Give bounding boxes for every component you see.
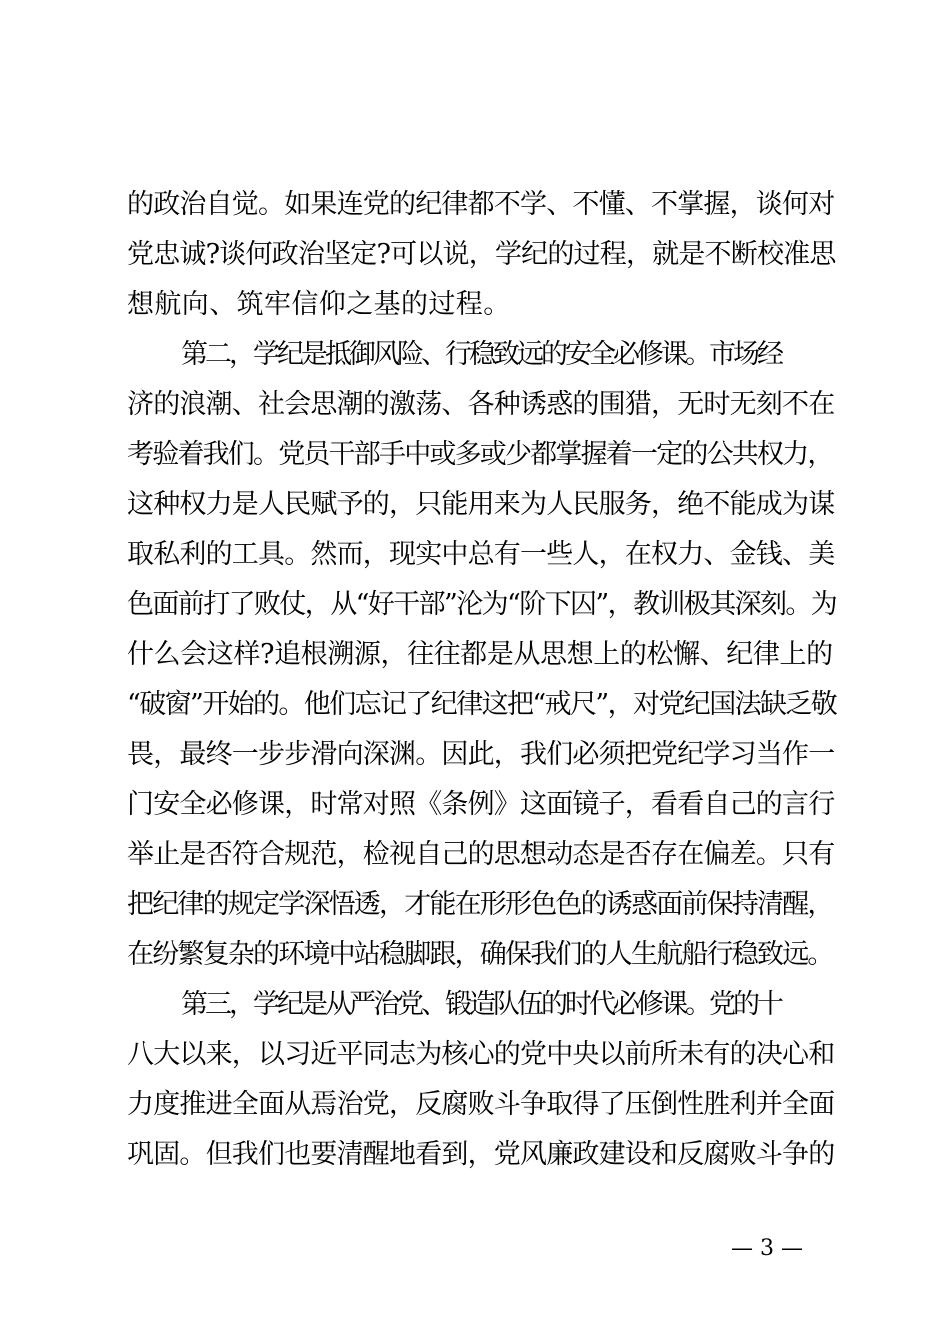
text-line: 的政治自觉。如果连党的纪律都不学、不懂、不掌握，谈何对 xyxy=(127,189,835,220)
page-number: — 3 — xyxy=(731,1236,803,1261)
text-line: 畏，最终一步步滑向深渊。因此，我们必须把党纪学习当作一 xyxy=(127,739,835,770)
text-line: 把纪律的规定学深悟透，才能在形形色色的诱惑面前保持清醒， xyxy=(127,889,833,920)
text-line: 这种权力是人民赋予的，只能用来为人民服务，绝不能成为谋 xyxy=(127,489,835,520)
text-line: 想航向、筑牢信仰之基的过程。 xyxy=(127,289,511,320)
text-line: 色面前打了败仗，从“好干部”沦为“阶下囚”，教训极其深刻。为 xyxy=(127,589,837,620)
text-line: 举止是否符合规范，检视自己的思想动态是否存在偏差。只有 xyxy=(127,839,835,870)
paragraph-start-line: 第三，学纪是从严治党、锻造队伍的时代必修课。党的十 xyxy=(181,989,781,1020)
text-line: 八大以来，以习近平同志为核心的党中央以前所未有的决心和 xyxy=(127,1039,835,1070)
text-line: 在纷繁复杂的环境中站稳脚跟，确保我们的人生航船行稳致远。 xyxy=(127,939,833,970)
text-line: 巩固。但我们也要清醒地看到，党风廉政建设和反腐败斗争的 xyxy=(127,1139,835,1170)
text-line: “破窗”开始的。他们忘记了纪律这把“戒尺”，对党纪国法缺乏敬 xyxy=(127,689,837,720)
paragraph-start-line: 第二，学纪是抵御风险、行稳致远的安全必修课。市场经 xyxy=(181,339,781,370)
text-line: 考验着我们。党员干部手中或多或少都掌握着一定的公共权力， xyxy=(127,439,833,470)
text-line: 济的浪潮、社会思潮的激荡、各种诱惑的围猎，无时无刻不在 xyxy=(127,389,835,420)
text-line: 力度推进全面从焉治党，反腐败斗争取得了压倒性胜利并全面 xyxy=(127,1089,835,1120)
text-line: 取私利的工具。然而，现实中总有一些人，在权力、金钱、美 xyxy=(127,539,835,570)
text-line: 什么会这样?追根溯源，往往都是从思想上的松懈、纪律上的 xyxy=(127,639,833,670)
text-line: 门安全必修课，时常对照《条例》这面镜子，看看自己的言行 xyxy=(127,789,835,820)
text-line: 党忠诚?谈何政治坚定?可以说，学纪的过程，就是不断校准思 xyxy=(127,239,836,270)
